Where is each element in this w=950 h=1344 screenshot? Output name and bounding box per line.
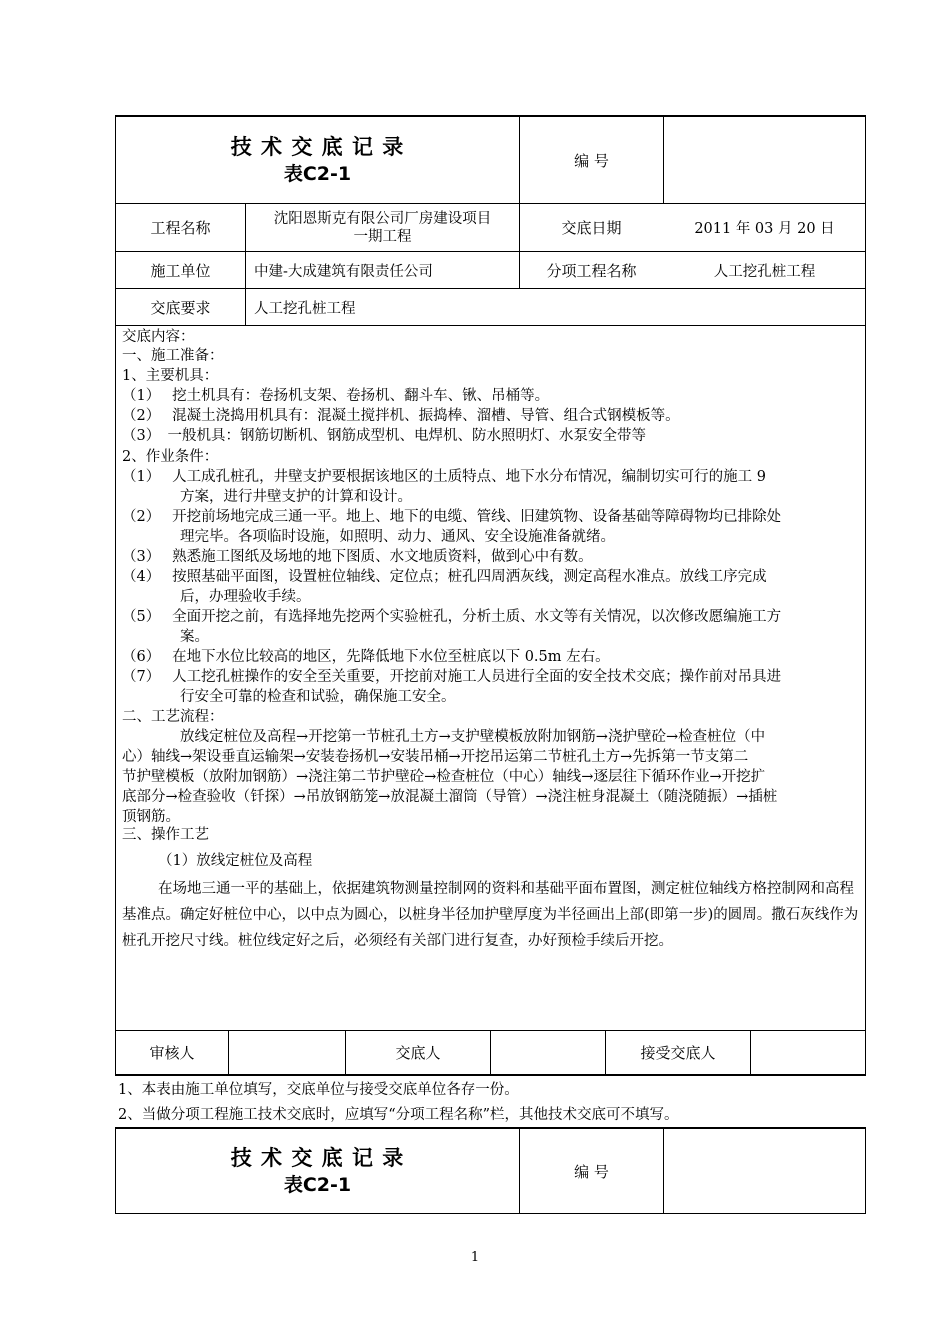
requirement-label: 交底要求 xyxy=(150,298,211,317)
content-line: 理完毕。各项临时设施，如照明、动力、通风、安全设施准备就绪。 xyxy=(122,529,615,545)
content-line: （2） 混凝土浇捣用机具有：混凝土搅拌机、振捣棒、溜槽、导管、组合式钢模板等。 xyxy=(122,408,680,424)
subheading: （1）放线定桩位及高程 xyxy=(158,853,313,869)
content-line: 案。 xyxy=(122,629,209,645)
requirement-value: 人工挖孔桩工程 xyxy=(254,300,356,317)
content-line: 节护壁模板（放附加钢筋）→浇注第二节护壁砼→检查桩位（中心）轴线→逐层往下循环作业→开挖扩 xyxy=(122,769,766,785)
content-line: （4） 按照基础平面图，设置桩位轴线、定位点；桩孔四周洒灰线，测定高程水准点。放线工序完成 xyxy=(122,569,767,585)
content-line: （2） 开挖前场地完成三通一平。地上、地下的电缆、管线、旧建筑物、设备基础等障碍物均已排除处 xyxy=(122,509,782,525)
header-title-cell xyxy=(116,117,519,203)
note-2: 2、当做分项工程施工技术交底时，应填写“分项工程名称”栏，其他技术交底可不填写。 xyxy=(118,1107,679,1123)
reviewer-value[interactable] xyxy=(229,1031,345,1074)
project-name-value xyxy=(246,204,519,251)
number-value[interactable] xyxy=(664,117,865,203)
receiver-label: 接受交底人 xyxy=(640,1044,716,1062)
content-line: 行安全可靠的检查和试验，确保施工安全。 xyxy=(122,689,456,705)
content-line: （6） 在地下水位比较高的地区，先降低地下水位至桩底以下 0.5m 左右。 xyxy=(122,649,610,665)
form-number-2: 表C2-1 xyxy=(283,1174,352,1196)
date-value: 2011 年 03 月 20 日 xyxy=(694,221,835,237)
reviewer-label: 审核人 xyxy=(149,1044,195,1062)
project-name-line2: 一期工程 xyxy=(353,228,412,245)
contractor-value: 中建-大成建筑有限责任公司 xyxy=(254,263,433,280)
project-name-line1: 沈阳恩斯克有限公司厂房建设项目 xyxy=(273,210,492,227)
form-title-2: 技 术 交 底 记 录 xyxy=(230,1146,405,1170)
body-paragraph: 在场地三通一平的基础上，依据建筑物测量控制网的资料和基础平面布置图，测定桩位轴线方格控制网和高程基准点。确定好桩位中心，以中点为圆心，以桩身半径加护壁厚度为半径画出上部(即第一步)的圆周。撒石灰线作为桩孔开挖尺寸线。桩位线定好之后，必须经有关部门进行复查，办好预检手续后开挖。 xyxy=(122,881,859,949)
content-line: 方案，进行井壁支护的计算和设计。 xyxy=(122,489,412,505)
content-line: （3） 熟悉施工图纸及场地的地下图质、水文地质资料，做到心中有数。 xyxy=(122,549,593,565)
content-line: （1） 挖土机具有：卷扬机支架、卷扬机、翻斗车、锹、吊桶等。 xyxy=(122,388,550,404)
content-line: 心）轴线→架设垂直运输架→安装卷扬机→安装吊桶→开挖吊运第二节桩孔土方→先拆第一节支第二 xyxy=(122,749,749,765)
content-line: 三、操作工艺 xyxy=(122,827,209,843)
content-line: 顶钢筋。 xyxy=(122,809,180,825)
content-line: 底部分→检查验收（钎探）→吊放钢筋笼→放混凝土溜筒（导管）→浇注桩身混凝土（随浇随振）→插桩 xyxy=(122,789,778,805)
receiver-value[interactable] xyxy=(751,1031,865,1074)
discloser-value[interactable] xyxy=(491,1031,605,1074)
form-number: 表C2-1 xyxy=(283,163,352,185)
page-number: 1 xyxy=(470,1250,480,1265)
form-title: 技 术 交 底 记 录 xyxy=(230,135,405,159)
content-line: 一、施工准备： xyxy=(122,348,224,364)
project-name-label: 工程名称 xyxy=(150,219,211,237)
content-line: 后，办理验收手续。 xyxy=(122,589,311,605)
subproject-label: 分项工程名称 xyxy=(546,261,637,280)
number-label-2: 编 号 xyxy=(574,1162,609,1181)
number-label: 编 号 xyxy=(574,151,609,170)
content-line: （1） 人工成孔桩孔，井壁支护要根据该地区的土质特点、地下水分布情况，编制切实可行的施工 9 xyxy=(122,469,766,485)
number-value-2[interactable] xyxy=(664,1129,865,1213)
header2-title-cell xyxy=(116,1129,519,1213)
content-line: 交底内容： xyxy=(122,329,195,345)
content-line: 1、主要机具： xyxy=(122,368,219,384)
content-line: （7） 人工挖孔桩操作的安全至关重要，开挖前对施工人员进行全面的安全技术交底；操作前对吊具进 xyxy=(122,669,782,685)
date-label: 交底日期 xyxy=(561,219,622,237)
content-line: 2、作业条件： xyxy=(122,449,219,465)
discloser-label: 交底人 xyxy=(395,1044,441,1062)
content-line: 放线定桩位及高程→开挖第一节桩孔土方→支护壁模板放附加钢筋→浇护壁砼→检查桩位（中 xyxy=(122,729,766,745)
subproject-value: 人工挖孔桩工程 xyxy=(713,263,816,280)
content-line: （5） 全面开挖之前，有选择地先挖两个实验桩孔，分析土质、水文等有关情况，以次修改愿编施工方 xyxy=(122,609,782,625)
contractor-label: 施工单位 xyxy=(150,261,211,280)
content-line: 二、工艺流程： xyxy=(122,709,224,725)
content-line: （3） 一般机具：钢筋切断机、钢筋成型机、电焊机、防水照明灯、水泵安全带等 xyxy=(122,428,646,444)
note-1: 1、本表由施工单位填写，交底单位与接受交底单位各存一份。 xyxy=(118,1082,519,1098)
